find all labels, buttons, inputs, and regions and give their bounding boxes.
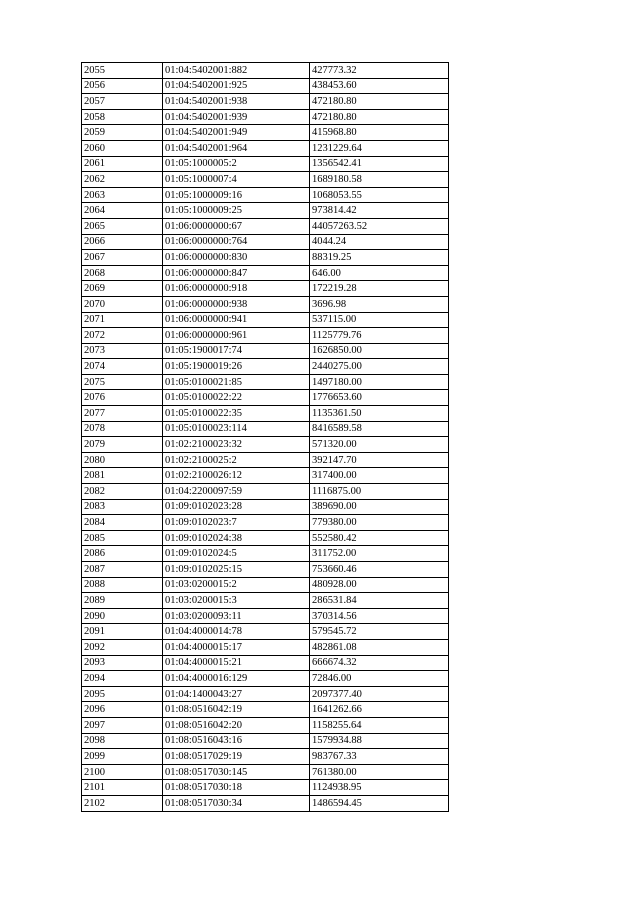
row-number-cell: 2058 <box>82 109 163 125</box>
value-cell: 753660.46 <box>310 562 449 578</box>
table-row <box>82 655 449 671</box>
row-number-cell: 2068 <box>82 265 163 281</box>
row-number-cell: 2083 <box>82 499 163 515</box>
value-cell: 370314.56 <box>310 608 449 624</box>
cadastral-number-cell: 01:05:1000005:2 <box>163 156 310 172</box>
value-cell: 761380.00 <box>310 764 449 780</box>
cadastral-number-cell: 01:06:0000000:764 <box>163 234 310 250</box>
row-number-cell: 2060 <box>82 140 163 156</box>
value-cell: 779380.00 <box>310 515 449 531</box>
row-number-cell: 2088 <box>82 577 163 593</box>
table-row <box>82 608 449 624</box>
value-cell: 392147.70 <box>310 452 449 468</box>
cadastral-number-cell: 01:08:0516042:20 <box>163 717 310 733</box>
table-row <box>82 795 449 811</box>
cadastral-number-cell: 01:09:0102023:28 <box>163 499 310 515</box>
value-cell: 4044.24 <box>310 234 449 250</box>
cadastral-number-cell: 01:03:0200015:3 <box>163 593 310 609</box>
cadastral-number-cell: 01:05:0100022:35 <box>163 406 310 422</box>
row-number-cell: 2086 <box>82 546 163 562</box>
cadastral-number-cell: 01:05:0100022:22 <box>163 390 310 406</box>
table-row <box>82 484 449 500</box>
table-row <box>82 250 449 266</box>
table-row <box>82 593 449 609</box>
row-number-cell: 2091 <box>82 624 163 640</box>
table-row <box>82 702 449 718</box>
row-number-cell: 2089 <box>82 593 163 609</box>
table-row <box>82 359 449 375</box>
cadastral-number-cell: 01:06:0000000:830 <box>163 250 310 266</box>
table-row <box>82 343 449 359</box>
cadastral-number-cell: 01:04:1400043:27 <box>163 686 310 702</box>
table-row <box>82 530 449 546</box>
value-cell: 1497180.00 <box>310 374 449 390</box>
row-number-cell: 2073 <box>82 343 163 359</box>
cadastral-number-cell: 01:04:5402001:949 <box>163 125 310 141</box>
row-number-cell: 2090 <box>82 608 163 624</box>
row-number-cell: 2078 <box>82 421 163 437</box>
cadastral-number-cell: 01:04:4000014:78 <box>163 624 310 640</box>
value-cell: 472180.80 <box>310 94 449 110</box>
table-row <box>82 140 449 156</box>
row-number-cell: 2084 <box>82 515 163 531</box>
table-row <box>82 577 449 593</box>
cadastral-number-cell: 01:05:1900017:74 <box>163 343 310 359</box>
value-cell: 646.00 <box>310 265 449 281</box>
value-cell: 480928.00 <box>310 577 449 593</box>
table-row <box>82 749 449 765</box>
cadastral-number-cell: 01:08:0516043:16 <box>163 733 310 749</box>
cadastral-number-cell: 01:04:5402001:925 <box>163 78 310 94</box>
cadastral-number-cell: 01:03:0200015:2 <box>163 577 310 593</box>
value-cell: 415968.80 <box>310 125 449 141</box>
table-row <box>82 562 449 578</box>
row-number-cell: 2097 <box>82 717 163 733</box>
value-cell: 1125779.76 <box>310 328 449 344</box>
table-row <box>82 328 449 344</box>
cadastral-number-cell: 01:06:0000000:918 <box>163 281 310 297</box>
value-cell: 438453.60 <box>310 78 449 94</box>
cadastral-number-cell: 01:04:5402001:939 <box>163 109 310 125</box>
value-cell: 1641262.66 <box>310 702 449 718</box>
value-cell: 427773.32 <box>310 63 449 79</box>
value-cell: 571320.00 <box>310 437 449 453</box>
cadastral-number-cell: 01:02:2100025:2 <box>163 452 310 468</box>
value-cell: 552580.42 <box>310 530 449 546</box>
row-number-cell: 2077 <box>82 406 163 422</box>
table-row <box>82 764 449 780</box>
row-number-cell: 2070 <box>82 296 163 312</box>
row-number-cell: 2080 <box>82 452 163 468</box>
value-cell: 286531.84 <box>310 593 449 609</box>
cadastral-number-cell: 01:04:5402001:882 <box>163 63 310 79</box>
value-cell: 44057263.52 <box>310 218 449 234</box>
row-number-cell: 2063 <box>82 187 163 203</box>
table-row <box>82 546 449 562</box>
value-cell: 1689180.58 <box>310 172 449 188</box>
row-number-cell: 2062 <box>82 172 163 188</box>
cadastral-number-cell: 01:06:0000000:961 <box>163 328 310 344</box>
table-row <box>82 499 449 515</box>
row-number-cell: 2102 <box>82 795 163 811</box>
table-row <box>82 733 449 749</box>
table-row <box>82 639 449 655</box>
table-row <box>82 172 449 188</box>
table-row <box>82 63 449 79</box>
cadastral-number-cell: 01:05:1900019:26 <box>163 359 310 375</box>
value-cell: 973814.42 <box>310 203 449 219</box>
row-number-cell: 2059 <box>82 125 163 141</box>
value-cell: 1356542.41 <box>310 156 449 172</box>
cadastral-number-cell: 01:09:0102024:5 <box>163 546 310 562</box>
table-row <box>82 374 449 390</box>
value-cell: 579545.72 <box>310 624 449 640</box>
value-cell: 2097377.40 <box>310 686 449 702</box>
cadastral-number-cell: 01:06:0000000:941 <box>163 312 310 328</box>
cadastral-number-cell: 01:04:4000016:129 <box>163 671 310 687</box>
row-number-cell: 2099 <box>82 749 163 765</box>
row-number-cell: 2072 <box>82 328 163 344</box>
table-body <box>82 63 449 812</box>
row-number-cell: 2087 <box>82 562 163 578</box>
row-number-cell: 2074 <box>82 359 163 375</box>
table-row <box>82 265 449 281</box>
value-cell: 1116875.00 <box>310 484 449 500</box>
table-row <box>82 125 449 141</box>
table-row <box>82 312 449 328</box>
table-row <box>82 94 449 110</box>
row-number-cell: 2069 <box>82 281 163 297</box>
row-number-cell: 2100 <box>82 764 163 780</box>
row-number-cell: 2095 <box>82 686 163 702</box>
row-number-cell: 2071 <box>82 312 163 328</box>
table-row <box>82 281 449 297</box>
table-row <box>82 686 449 702</box>
value-cell: 1135361.50 <box>310 406 449 422</box>
table-row <box>82 390 449 406</box>
row-number-cell: 2101 <box>82 780 163 796</box>
row-number-cell: 2055 <box>82 63 163 79</box>
row-number-cell: 2079 <box>82 437 163 453</box>
cadastral-number-cell: 01:08:0517030:34 <box>163 795 310 811</box>
value-cell: 1124938.95 <box>310 780 449 796</box>
table-row <box>82 187 449 203</box>
cadastral-number-cell: 01:06:0000000:67 <box>163 218 310 234</box>
cadastral-number-cell: 01:09:0102024:38 <box>163 530 310 546</box>
cadastral-number-cell: 01:08:0517029:19 <box>163 749 310 765</box>
row-number-cell: 2056 <box>82 78 163 94</box>
row-number-cell: 2098 <box>82 733 163 749</box>
table-row <box>82 156 449 172</box>
cadastral-number-cell: 01:03:0200093:11 <box>163 608 310 624</box>
table-row <box>82 421 449 437</box>
table-row <box>82 78 449 94</box>
table-row <box>82 452 449 468</box>
row-number-cell: 2092 <box>82 639 163 655</box>
value-cell: 983767.33 <box>310 749 449 765</box>
row-number-cell: 2065 <box>82 218 163 234</box>
value-cell: 2440275.00 <box>310 359 449 375</box>
table-row <box>82 406 449 422</box>
table-row <box>82 717 449 733</box>
cadastral-number-cell: 01:02:2100023:32 <box>163 437 310 453</box>
table-row <box>82 468 449 484</box>
value-cell: 666674.32 <box>310 655 449 671</box>
table-row <box>82 624 449 640</box>
value-cell: 72846.00 <box>310 671 449 687</box>
value-cell: 3696.98 <box>310 296 449 312</box>
value-cell: 1486594.45 <box>310 795 449 811</box>
table-row <box>82 218 449 234</box>
data-table <box>81 62 449 812</box>
value-cell: 311752.00 <box>310 546 449 562</box>
value-cell: 1231229.64 <box>310 140 449 156</box>
table-row <box>82 671 449 687</box>
cadastral-number-cell: 01:04:5402001:964 <box>163 140 310 156</box>
value-cell: 8416589.58 <box>310 421 449 437</box>
cadastral-number-cell: 01:08:0516042:19 <box>163 702 310 718</box>
table-row <box>82 780 449 796</box>
cadastral-number-cell: 01:05:1000007:4 <box>163 172 310 188</box>
cadastral-number-cell: 01:04:4000015:21 <box>163 655 310 671</box>
table-row <box>82 234 449 250</box>
row-number-cell: 2075 <box>82 374 163 390</box>
row-number-cell: 2061 <box>82 156 163 172</box>
row-number-cell: 2064 <box>82 203 163 219</box>
cadastral-number-cell: 01:08:0517030:18 <box>163 780 310 796</box>
cadastral-number-cell: 01:05:1000009:16 <box>163 187 310 203</box>
cadastral-number-cell: 01:04:2200097:59 <box>163 484 310 500</box>
cadastral-number-cell: 01:06:0000000:847 <box>163 265 310 281</box>
row-number-cell: 2085 <box>82 530 163 546</box>
cadastral-number-cell: 01:05:0100021:85 <box>163 374 310 390</box>
value-cell: 1158255.64 <box>310 717 449 733</box>
value-cell: 1776653.60 <box>310 390 449 406</box>
row-number-cell: 2067 <box>82 250 163 266</box>
row-number-cell: 2066 <box>82 234 163 250</box>
cadastral-number-cell: 01:09:0102023:7 <box>163 515 310 531</box>
cadastral-number-cell: 01:04:5402001:938 <box>163 94 310 110</box>
row-number-cell: 2081 <box>82 468 163 484</box>
value-cell: 317400.00 <box>310 468 449 484</box>
cadastral-number-cell: 01:04:4000015:17 <box>163 639 310 655</box>
value-cell: 482861.08 <box>310 639 449 655</box>
table-row <box>82 203 449 219</box>
value-cell: 172219.28 <box>310 281 449 297</box>
value-cell: 537115.00 <box>310 312 449 328</box>
row-number-cell: 2093 <box>82 655 163 671</box>
value-cell: 1626850.00 <box>310 343 449 359</box>
table-row <box>82 109 449 125</box>
table-row <box>82 296 449 312</box>
cadastral-number-cell: 01:09:0102025:15 <box>163 562 310 578</box>
value-cell: 88319.25 <box>310 250 449 266</box>
value-cell: 1579934.88 <box>310 733 449 749</box>
cadastral-number-cell: 01:02:2100026:12 <box>163 468 310 484</box>
row-number-cell: 2057 <box>82 94 163 110</box>
row-number-cell: 2094 <box>82 671 163 687</box>
cadastral-number-cell: 01:05:1000009:25 <box>163 203 310 219</box>
value-cell: 472180.80 <box>310 109 449 125</box>
table-row <box>82 515 449 531</box>
cadastral-number-cell: 01:08:0517030:145 <box>163 764 310 780</box>
value-cell: 389690.00 <box>310 499 449 515</box>
table-row <box>82 437 449 453</box>
row-number-cell: 2096 <box>82 702 163 718</box>
value-cell: 1068053.55 <box>310 187 449 203</box>
row-number-cell: 2076 <box>82 390 163 406</box>
cadastral-number-cell: 01:05:0100023:114 <box>163 421 310 437</box>
cadastral-number-cell: 01:06:0000000:938 <box>163 296 310 312</box>
row-number-cell: 2082 <box>82 484 163 500</box>
